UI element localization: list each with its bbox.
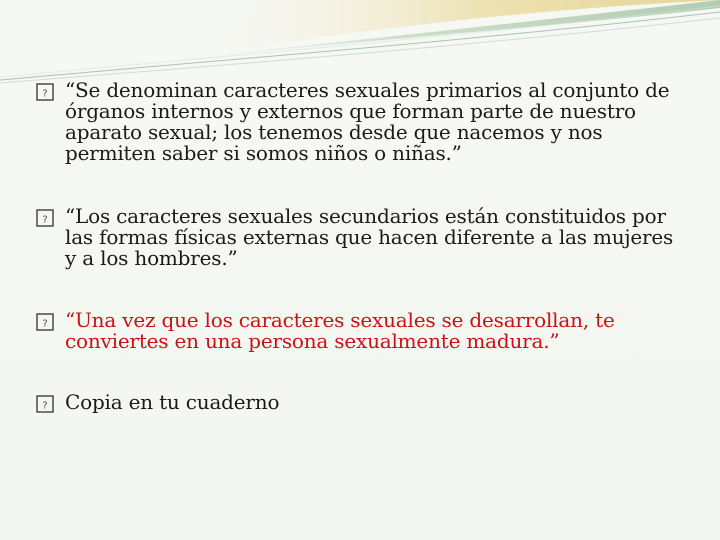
- bullet-item-secondary-characteristics: [35, 206, 675, 269]
- bullet-item-primary-characteristics: [35, 80, 675, 164]
- bullet-item-copy-instruction: [35, 392, 279, 413]
- svg-text:?: ?: [42, 214, 48, 226]
- bullet-text-highlight: “Una vez que los caracteres sexuales se desarrollan, te conviertes en una persona sexualmente madura.”: [65, 308, 615, 353]
- svg-text:?: ?: [42, 400, 48, 412]
- bullet-marker-icon: [35, 394, 57, 414]
- bullet-text: “Los caracteres sexuales secundarios están constituidos por las formas físicas externas que hacen diferente a las mujeres y a los hombres.”: [65, 204, 674, 270]
- bullet-text: Copia en tu cuaderno: [65, 390, 280, 414]
- bullet-item-maturity: [35, 310, 675, 352]
- svg-text:?: ?: [42, 318, 48, 330]
- bullet-marker-icon: [35, 82, 57, 102]
- bullet-text: “Se denominan caracteres sexuales primarios al conjunto de órganos internos y externos que forman parte de nuestro aparato sexual; los tenemos desde que nacemos y nos permiten saber si somos niños o niñas.”: [65, 78, 670, 165]
- svg-text:?: ?: [42, 88, 48, 100]
- bullet-marker-icon: [35, 208, 57, 228]
- bullet-marker-icon: [35, 312, 57, 332]
